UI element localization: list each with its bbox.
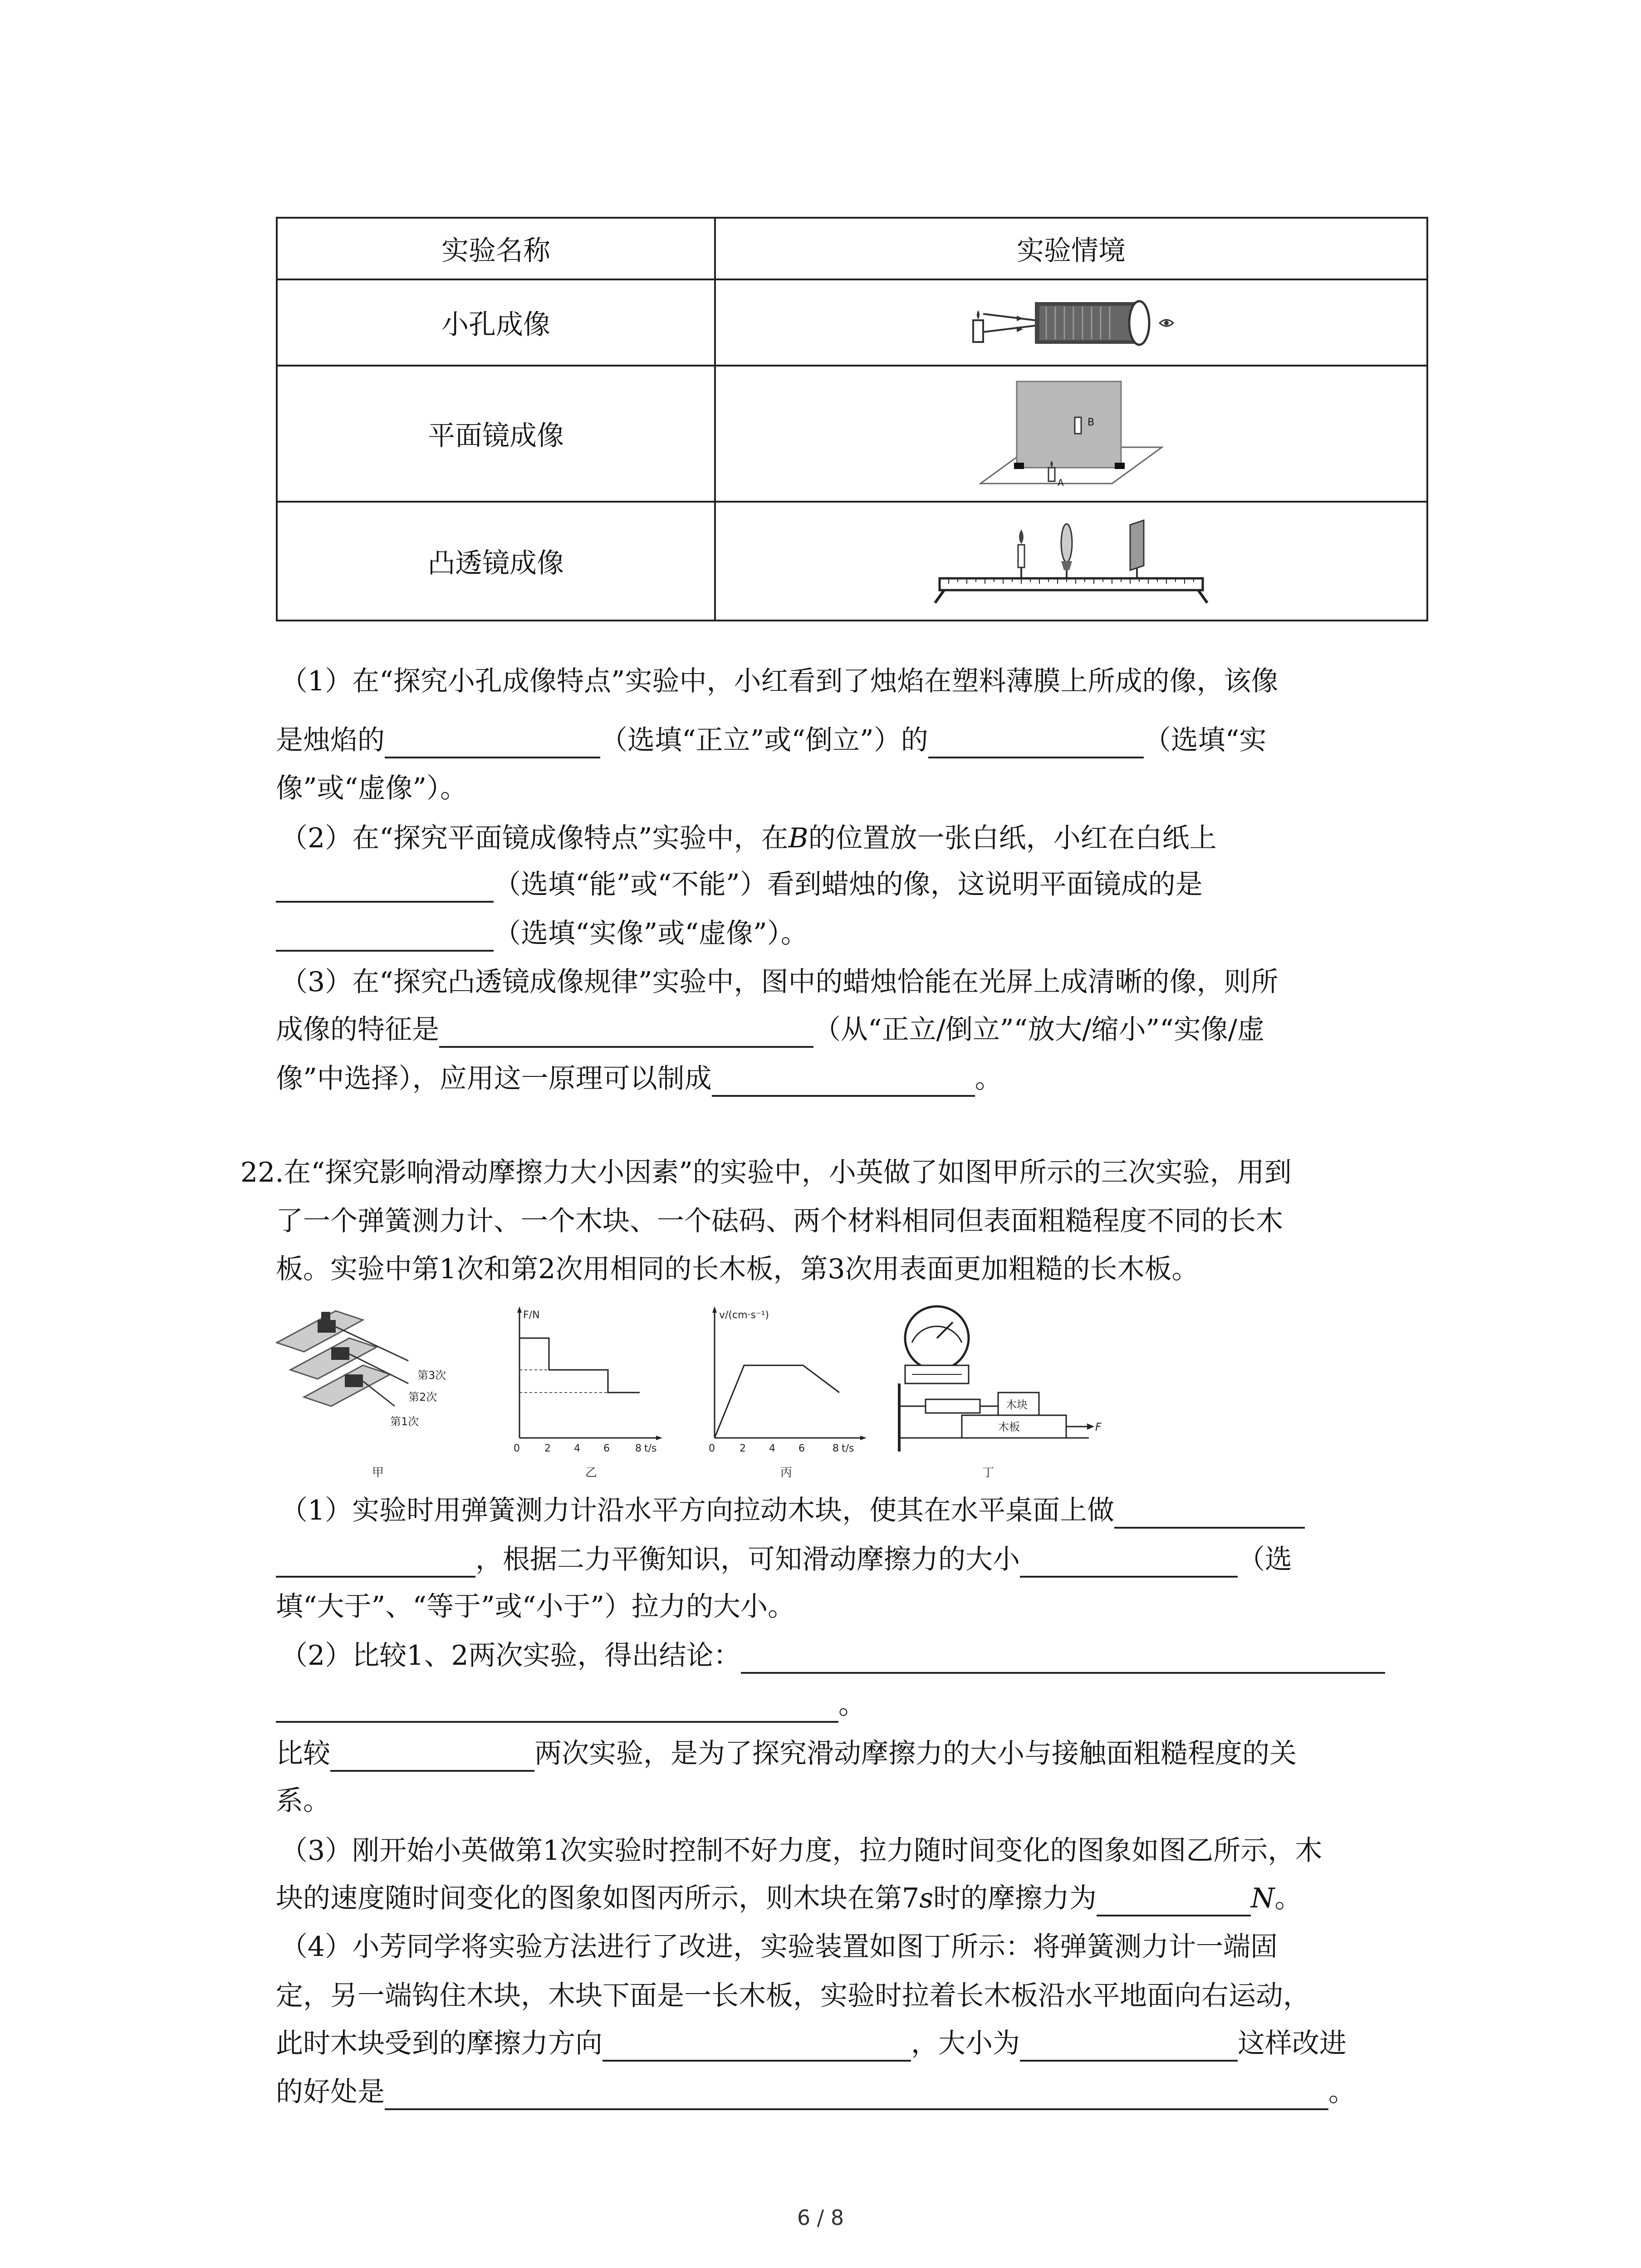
q22-part1-line3: 填“大于”、“等于”或“小于”）拉力的大小。: [276, 1591, 795, 1623]
yi-tick-0: 0: [514, 1443, 520, 1454]
text: 像”中选择），应用这一原理可以制成: [276, 1063, 712, 1095]
answer-blank[interactable]: [439, 1018, 813, 1048]
bing-tick-2: 2: [740, 1443, 746, 1454]
q22-part4-line3: [276, 2025, 1347, 2062]
bing-tick-8: 8: [833, 1443, 839, 1454]
q22-part4-line2: 定，另一端钩住木块，木块下面是一长木板，实验时拉着长木板沿水平地面向右运动，: [276, 1980, 1310, 2012]
answer-blank[interactable]: [603, 2032, 911, 2062]
answer-blank[interactable]: [276, 1548, 475, 1578]
unit-n: N: [1250, 1882, 1275, 1914]
q22-intro-line2: 了一个弹簧测力计、一个木块、一个砝码、两个材料相同但表面粗糙程度不同的长木: [276, 1205, 1283, 1237]
unit-s: s: [919, 1882, 933, 1914]
q21-part3-line1: （3）在“探究凸透镜成像规律”实验中，图中的蜡烛恰能在光屏上成清晰的像，则所: [280, 966, 1279, 998]
table-cell-name: 凸透镜成像: [277, 502, 715, 621]
table-header-name: 实验名称: [277, 218, 715, 279]
q22-part4-line1: （4）小芳同学将实验方法进行了改进，实验装置如图丁所示：将弹簧测力计一端固: [280, 1931, 1278, 1963]
q22-part3-line2: [276, 1880, 1302, 1916]
table-cell-name: 小孔成像: [277, 279, 715, 366]
ding-board-label: 木板: [998, 1421, 1020, 1433]
q21-part1-line3: 像”或“虚像”）。: [276, 772, 468, 804]
text: （从“正立/倒立”“放大/缩小”“实像/虚: [813, 1014, 1265, 1046]
table-header-row: [277, 218, 1427, 279]
text: ，大小为: [911, 2028, 1020, 2059]
yi-tick-6: 6: [603, 1443, 610, 1454]
q22-part1-line1: [280, 1492, 1305, 1529]
label-3rd: 第3次: [417, 1369, 446, 1382]
text: ，根据二力平衡知识，可知滑动摩擦力的大小: [475, 1544, 1020, 1575]
q21-part1-line2: [276, 722, 1266, 758]
text: （2）比较1、2两次实验，得出结论：: [280, 1640, 741, 1672]
answer-blank[interactable]: [712, 1067, 975, 1097]
figure-ding: [899, 1306, 1102, 1480]
text: 。: [838, 1689, 866, 1721]
answer-blank[interactable]: [1020, 1548, 1238, 1578]
answer-blank[interactable]: [385, 2080, 1328, 2110]
q22-part2-line4: 系。: [276, 1785, 330, 1817]
bing-tick-0: 0: [709, 1443, 715, 1454]
table-header-scene: 实验情境: [715, 218, 1427, 279]
table-row: [277, 366, 1427, 502]
yi-xlabel: t/s: [644, 1443, 657, 1454]
bing-ylabel: v/(cm·s⁻¹): [719, 1310, 769, 1321]
text: 块的速度随时间变化的图象如图丙所示，则木块在第7: [276, 1882, 920, 1914]
text: 的位置放一张白纸，小红在白纸上: [808, 822, 1217, 854]
table-cell-figure: [715, 502, 1427, 621]
answer-blank[interactable]: [276, 873, 494, 903]
text: 比较: [276, 1738, 330, 1769]
caption-yi: 乙: [585, 1466, 598, 1480]
q22-part2-line2: [276, 1686, 866, 1723]
caption-bing: 丙: [780, 1466, 793, 1480]
text: （2）在“探究平面镜成像特点”实验中，在: [280, 822, 789, 854]
text: 在“探究影响滑动摩擦力大小因素”的实验中，小英做了如图甲所示的三次实验，用到: [284, 1157, 1292, 1188]
bing-tick-6: 6: [798, 1443, 805, 1454]
answer-blank[interactable]: [1114, 1499, 1305, 1529]
text: （选填“正立”或“倒立”）的: [600, 724, 928, 756]
experiment-table: [276, 217, 1428, 621]
yi-tick-8: 8: [635, 1443, 642, 1454]
label-1st: 第1次: [390, 1415, 419, 1428]
answer-blank[interactable]: [276, 922, 494, 952]
text: 成像的特征是: [276, 1014, 439, 1046]
q22-part3-line1: （3）刚开始小英做第1次实验时控制不好力度，拉力随时间变化的图象如图乙所示，木: [280, 1835, 1323, 1867]
bing-tick-4: 4: [769, 1443, 775, 1454]
q22-intro-line3: 板。实验中第1次和第2次用相同的长木板，第3次用表面更加粗糙的长木板。: [276, 1253, 1199, 1285]
q22-intro-line1: [240, 1154, 1292, 1191]
answer-blank[interactable]: [1097, 1887, 1251, 1916]
table-cell-name: 平面镜成像: [277, 366, 715, 502]
q21-part2-line1: [280, 820, 1217, 856]
q22-part2-line3: [276, 1735, 1297, 1772]
question-number: 22.: [240, 1157, 284, 1188]
text: （1）实验时用弹簧测力计沿水平方向拉动木块，使其在水平桌面上做: [280, 1495, 1115, 1526]
yi-tick-2: 2: [544, 1443, 551, 1454]
answer-blank[interactable]: [928, 728, 1144, 758]
answer-blank[interactable]: [330, 1742, 534, 1772]
text: 。: [975, 1063, 1002, 1095]
q22-part1-line2: [276, 1541, 1292, 1578]
q21-part2-line2: [276, 866, 1203, 903]
figure-jia: [277, 1311, 446, 1480]
text: 两次实验，是为了探究滑动摩擦力的大小与接触面粗糙程度的关: [534, 1738, 1297, 1769]
q22-figures: [272, 1302, 1102, 1483]
q21-part3-line3: [276, 1061, 1002, 1097]
figure-yi: [514, 1306, 662, 1480]
text: （选填“实: [1143, 724, 1267, 756]
q21-part2-line3: [276, 915, 808, 952]
answer-blank[interactable]: [385, 728, 600, 758]
q22-part2-line1: [280, 1637, 1385, 1674]
text: 这样改进: [1238, 2028, 1347, 2059]
pinhole-camera-figure: [967, 288, 1176, 357]
table-cell-figure: [715, 279, 1427, 366]
text: （选填“实像”或“虚像”）。: [494, 918, 808, 949]
q21-part1-line1: （1）在“探究小孔成像特点”实验中，小红看到了烛焰在塑料薄膜上所成的像，该像: [280, 665, 1279, 697]
text: 。: [1274, 1882, 1302, 1914]
answer-blank[interactable]: [1020, 2032, 1238, 2062]
text: （选: [1238, 1544, 1292, 1575]
table-cell-figure: [715, 366, 1427, 502]
text: （选填“能”或“不能”）看到蜡烛的像，这说明平面镜成的是: [494, 869, 1203, 900]
table-row: [277, 502, 1427, 621]
table-row: [277, 279, 1427, 366]
text: 是烛焰的: [276, 724, 385, 756]
text: 的好处是: [276, 2076, 385, 2108]
var-b: B: [788, 822, 808, 854]
label-2nd: 第2次: [408, 1391, 437, 1403]
plane-mirror-figure: [976, 375, 1166, 493]
caption-jia: 甲: [372, 1466, 384, 1480]
bing-xlabel: t/s: [842, 1443, 854, 1454]
label-b: B: [1087, 417, 1095, 428]
yi-ylabel: F/N: [523, 1310, 540, 1321]
text: 。: [1328, 2076, 1356, 2108]
page-number: 6 / 8: [797, 2205, 844, 2230]
q21-part3-line2: [276, 1012, 1264, 1048]
caption-ding: 丁: [982, 1466, 994, 1480]
ding-block-label: 木块: [1006, 1398, 1028, 1411]
answer-blank[interactable]: [276, 1693, 838, 1723]
label-a: A: [1058, 477, 1064, 488]
ding-force-label: F: [1095, 1421, 1102, 1433]
answer-blank[interactable]: [741, 1644, 1385, 1674]
text: 时的摩擦力为: [933, 1882, 1097, 1914]
convex-lens-bench-figure: [931, 516, 1212, 606]
text: 此时木块受到的摩擦力方向: [276, 2028, 603, 2059]
q22-part4-line4: [276, 2074, 1356, 2110]
yi-tick-4: 4: [574, 1443, 580, 1454]
figure-bing: [709, 1306, 867, 1480]
